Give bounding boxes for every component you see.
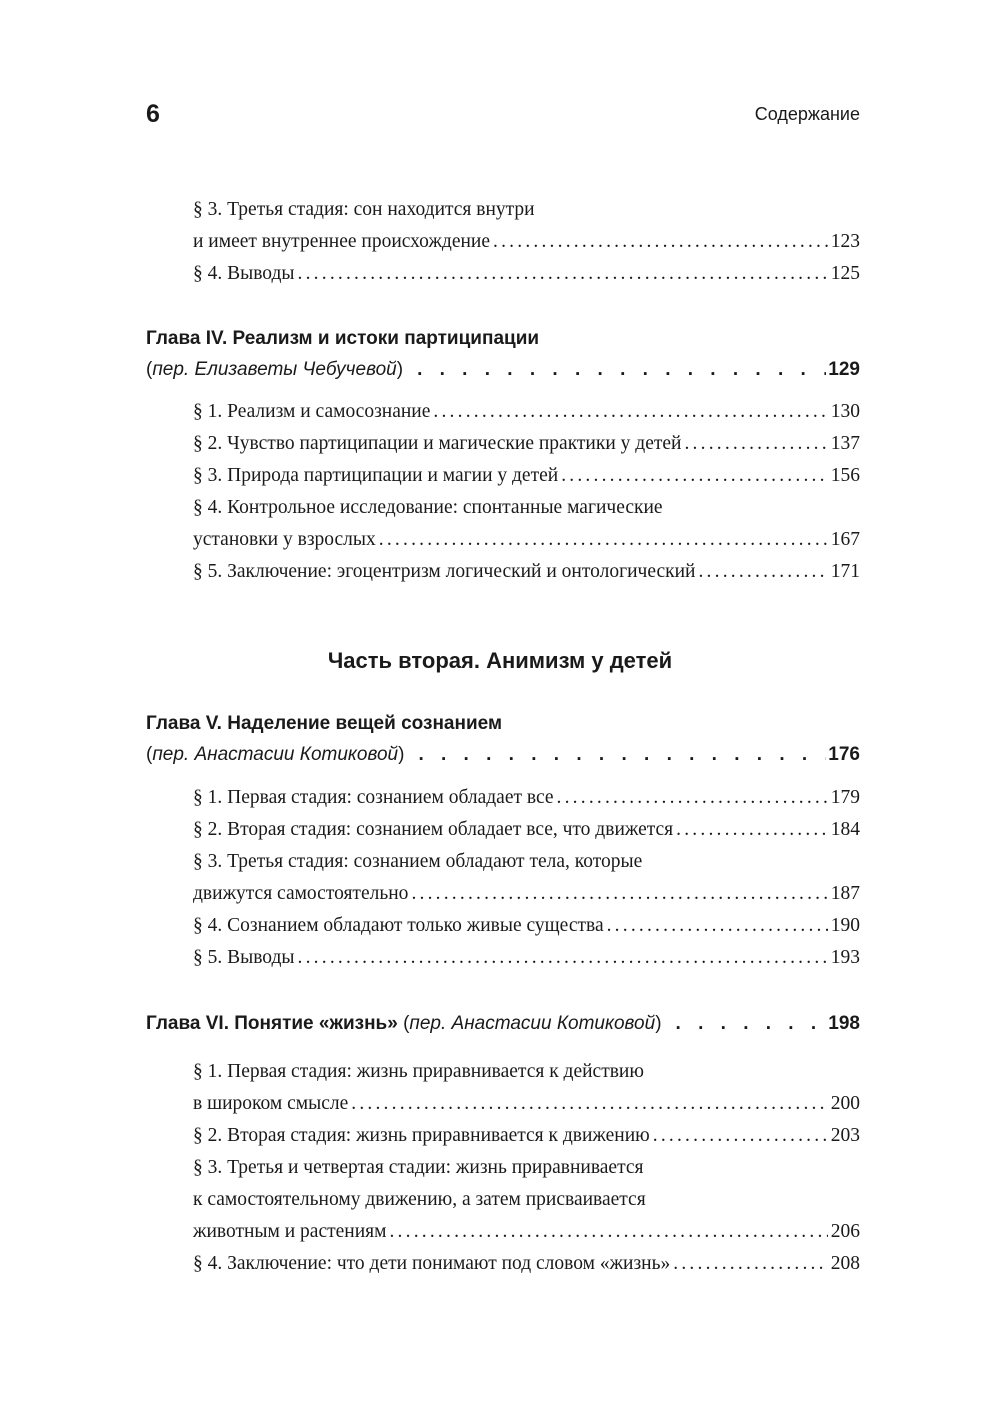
toc-entry[interactable]	[193, 910, 860, 942]
paren-open: (	[397, 1013, 410, 1034]
paren-close: )	[396, 359, 404, 380]
toc-entry-continuation[interactable]	[193, 1088, 860, 1120]
section-title: § 3. Третья стадия: сон находится внутри	[193, 199, 535, 220]
section-title: § 5. Заключение: эгоцентризм логический и онтологический	[193, 561, 696, 582]
dot-leader	[493, 226, 828, 258]
toc-ch6-sections	[193, 1056, 860, 1280]
toc-entry[interactable]	[193, 1056, 860, 1088]
paren-open: (	[146, 744, 153, 765]
dot-leader	[673, 1248, 827, 1280]
translator-credit: пер. Анастасии Котиковой	[409, 1013, 656, 1034]
dot-leader	[698, 556, 827, 588]
section-title: § 2. Чувство партиципации и магические практики у детей	[193, 433, 682, 454]
section-title: § 4. Выводы	[193, 263, 295, 284]
section-page: 167	[830, 529, 860, 550]
toc-entry[interactable]	[193, 492, 860, 524]
toc-entry[interactable]	[193, 782, 860, 814]
toc-chapter-5[interactable]	[146, 708, 860, 770]
section-page: 123	[830, 231, 860, 252]
chapter-page: 129	[828, 359, 860, 380]
dot-leader	[676, 1008, 827, 1039]
chapter-title: Глава VI. Понятие «жизнь»	[146, 1013, 398, 1034]
chapter-page: 176	[828, 744, 860, 765]
paren-close: )	[655, 1013, 662, 1034]
section-title: § 3. Третья стадия: сознанием обладают тела, которые	[193, 851, 643, 872]
section-page: 187	[830, 883, 860, 904]
toc-entry[interactable]	[193, 1152, 860, 1184]
section-title: в широком смысле	[193, 1093, 349, 1114]
translator-credit: пер. Елизаветы Чебучевой	[152, 359, 397, 380]
section-title: § 3. Природа партиципации и магии у детей	[193, 465, 559, 486]
toc-chapter-4[interactable]	[146, 323, 860, 385]
toc-entry-continuation[interactable]	[193, 878, 860, 910]
toc-entry[interactable]	[193, 396, 860, 428]
dot-leader	[557, 782, 828, 814]
dot-leader	[298, 258, 828, 290]
section-page: 193	[830, 947, 860, 968]
section-page: 190	[830, 915, 860, 936]
dot-leader	[298, 942, 828, 974]
dot-leader	[561, 460, 828, 492]
toc-chapter-6[interactable]	[146, 1008, 860, 1039]
dot-leader	[676, 814, 828, 846]
toc-entry-continuation[interactable]	[193, 226, 860, 258]
section-title: § 4. Контрольное исследование: спонтанные магические	[193, 497, 663, 518]
translator-credit: пер. Анастасии Котиковой	[152, 744, 399, 765]
section-title: установки у взрослых	[193, 529, 376, 550]
chapter-page: 198	[828, 1013, 860, 1034]
section-page: 200	[830, 1093, 860, 1114]
toc-entry[interactable]	[193, 942, 860, 974]
section-page: 156	[830, 465, 860, 486]
toc-entry[interactable]	[193, 556, 860, 588]
dot-leader	[684, 428, 827, 460]
page-number: 6	[146, 100, 160, 128]
paren-open: (	[146, 359, 153, 380]
section-title: § 4. Сознанием обладают только живые существа	[193, 915, 604, 936]
toc-entry[interactable]	[193, 846, 860, 878]
dot-leader	[607, 910, 828, 942]
toc-ch5-sections	[193, 782, 860, 974]
dot-leader	[417, 354, 826, 385]
section-page: 184	[830, 819, 860, 840]
section-title: § 1. Первая стадия: жизнь приравнивается к действию	[193, 1061, 644, 1082]
section-title: § 3. Третья и четвертая стадии: жизнь приравнивается	[193, 1157, 644, 1178]
section-title: § 2. Вторая стадия: сознанием обладает все, что движется	[193, 819, 674, 840]
toc-entry[interactable]	[193, 460, 860, 492]
running-head: Содержание	[754, 104, 860, 124]
section-title: § 5. Выводы	[193, 947, 295, 968]
toc-entry[interactable]	[193, 814, 860, 846]
toc-entry[interactable]	[193, 258, 860, 290]
section-title: животным и растениям	[193, 1221, 387, 1242]
section-page: 137	[830, 433, 860, 454]
dot-leader	[379, 524, 828, 556]
dot-leader	[418, 739, 826, 770]
section-title: § 1. Первая стадия: сознанием обладает все	[193, 787, 554, 808]
toc-entry-continuation[interactable]	[193, 524, 860, 556]
section-title: § 2. Вторая стадия: жизнь приравнивается к движению	[193, 1125, 650, 1146]
toc-entry[interactable]	[193, 428, 860, 460]
section-page: 203	[830, 1125, 860, 1146]
part-heading[interactable]: Часть вторая. Анимизм у детей	[327, 648, 673, 673]
section-page: 125	[830, 263, 860, 284]
paren-close: )	[398, 744, 405, 765]
section-title: § 4. Заключение: что дети понимают под словом «жизнь»	[193, 1253, 671, 1274]
toc-entry-continuation[interactable]	[193, 1216, 860, 1248]
section-title: § 1. Реализм и самосознание	[193, 401, 431, 422]
section-title: и имеет внутреннее происхождение	[193, 231, 491, 252]
toc-ch4-sections	[193, 396, 860, 588]
dot-leader	[389, 1216, 827, 1248]
section-page: 208	[830, 1253, 860, 1274]
section-page: 171	[830, 561, 860, 582]
dot-leader	[351, 1088, 828, 1120]
dot-leader	[433, 396, 827, 428]
chapter-title: Глава IV. Реализм и истоки партиципации	[146, 328, 540, 349]
section-title: к самостоятельному движению, а затем присваивается	[193, 1189, 646, 1210]
section-title: движутся самостоятельно	[193, 883, 409, 904]
toc-entry[interactable]	[193, 1248, 860, 1280]
section-page: 206	[830, 1221, 860, 1242]
dot-leader	[411, 878, 827, 910]
dot-leader	[653, 1120, 828, 1152]
toc-ch3-sections	[193, 194, 860, 290]
toc-entry-continuation[interactable]	[193, 1184, 860, 1216]
toc-entry[interactable]	[193, 194, 860, 226]
section-page: 179	[830, 787, 860, 808]
toc-entry[interactable]	[193, 1120, 860, 1152]
section-page: 130	[830, 401, 860, 422]
chapter-title: Глава V. Наделение вещей сознанием	[146, 713, 503, 734]
